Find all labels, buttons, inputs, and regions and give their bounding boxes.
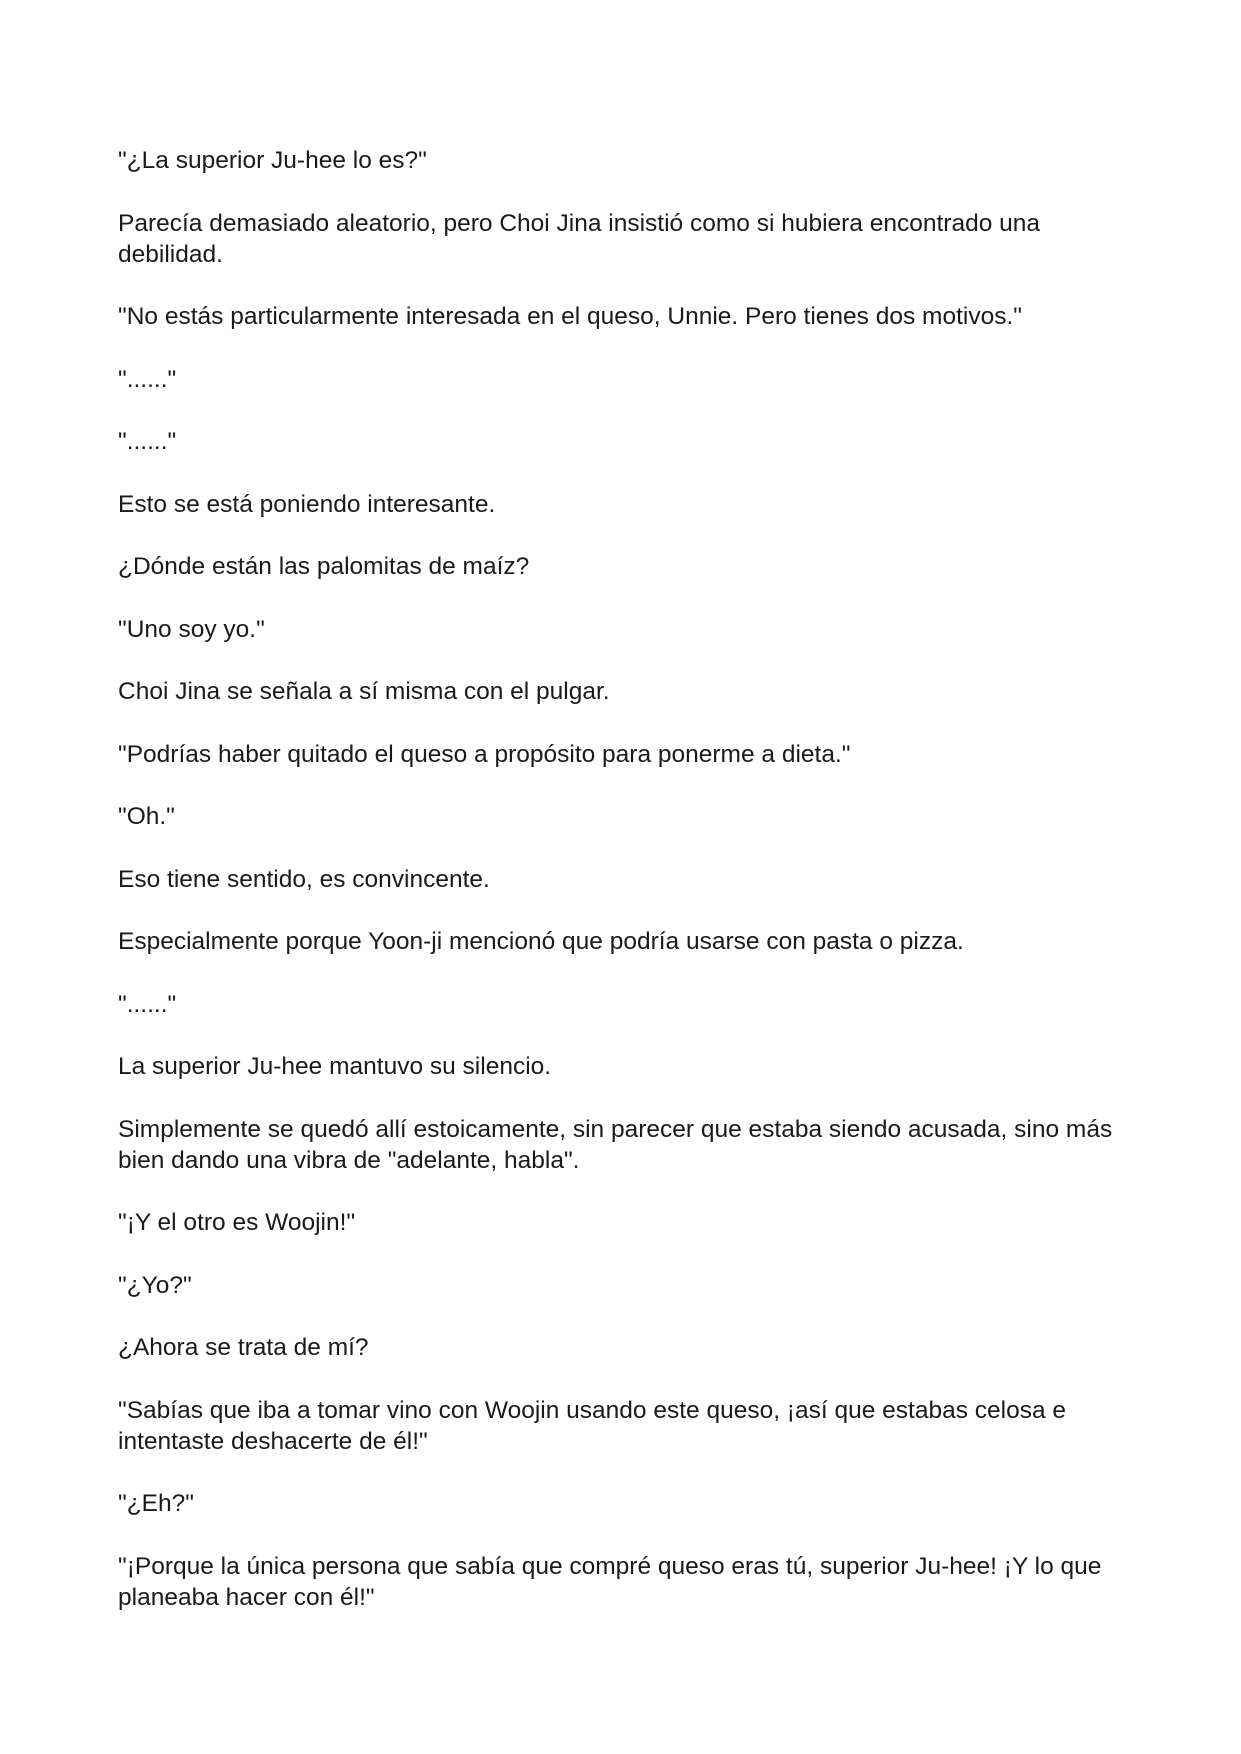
paragraph: "......" (118, 990, 177, 1018)
paragraph: "......" (118, 428, 177, 455)
paragraph: Especialmente porque Yoon-ji mencionó que podría usarse con pasta o pizza. (118, 928, 964, 955)
paragraph: Esto se está poniendo interesante. (118, 490, 496, 518)
paragraph: Parecía demasiado aleatorio, pero Choi Jina insistió como si hubiera encontrado una debilidad. (118, 209, 1041, 268)
paragraph: "¡Porque la única persona que sabía que compré queso eras tú, superior Ju-hee! ¡Y lo que planeaba hacer con él!" (118, 1552, 1102, 1611)
paragraph: ¿Ahora se trata de mí? (118, 1334, 369, 1361)
paragraph: "¿Yo?" (118, 1271, 192, 1299)
paragraph: "¿La superior Ju-hee lo es?" (118, 147, 427, 174)
document-body (118, 145, 1128, 1613)
paragraph: Simplemente se quedó allí estoicamente, sin parecer que estaba siendo acusada, sino más bien dando una vibra de "adelante, habla". (118, 1115, 1113, 1174)
paragraph: "Podrías haber quitado el queso a propósito para ponerme a dieta." (118, 740, 851, 768)
paragraph: "Uno soy yo." (118, 615, 265, 643)
paragraph: "No estás particularmente interesada en el queso, Unnie. Pero tienes dos motivos." (118, 303, 1022, 330)
paragraph: Choi Jina se señala a sí misma con el pulgar. (118, 678, 610, 705)
paragraph: "Oh." (118, 803, 175, 830)
paragraph: La superior Ju-hee mantuvo su silencio. (118, 1053, 552, 1080)
paragraph: "Sabías que iba a tomar vino con Woojin usando este queso, ¡así que estabas celosa e intentaste deshacerte de él!" (118, 1396, 1067, 1455)
paragraph: Eso tiene sentido, es convincente. (118, 865, 490, 893)
paragraph: "......" (118, 365, 177, 393)
paragraph: "¿Eh?" (118, 1490, 194, 1517)
paragraph: "¡Y el otro es Woojin!" (118, 1209, 356, 1236)
paragraph: ¿Dónde están las palomitas de maíz? (118, 553, 530, 580)
